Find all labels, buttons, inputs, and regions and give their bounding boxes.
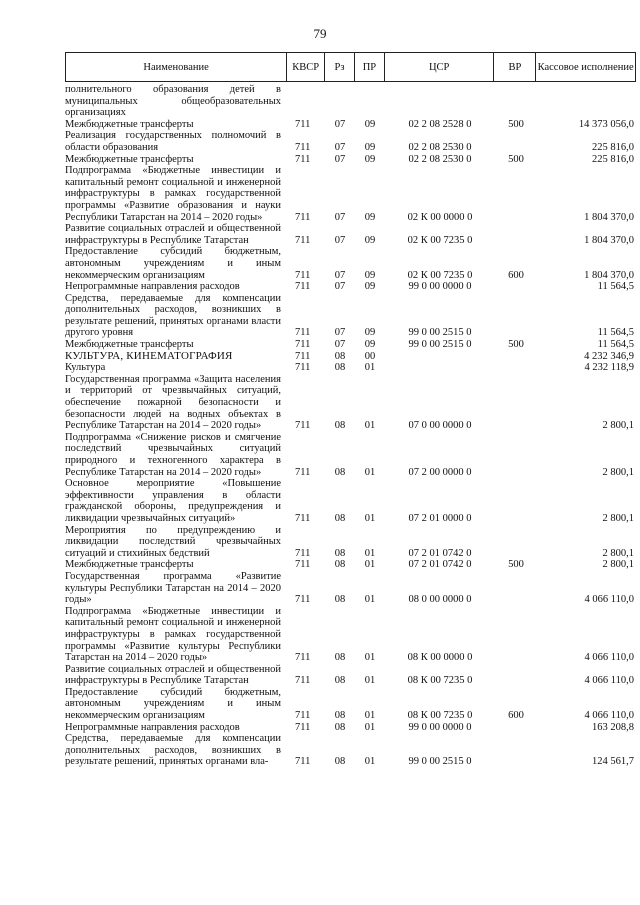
table-row [65, 281, 636, 293]
cell-pr: 09 [364, 339, 376, 351]
cell-pr: 09 [364, 141, 376, 153]
cell-kvsr: 711 [295, 721, 311, 733]
cell-rz: 07 [334, 141, 346, 153]
cell-kvsr: 711 [295, 652, 311, 664]
table-row [65, 165, 636, 223]
cell-kvsr: 711 [295, 756, 311, 768]
cell-pr: 00 [364, 350, 376, 362]
cell-csr: 02 2 08 2530 0 [408, 141, 472, 153]
cell-pr: 01 [364, 466, 376, 478]
cell-rz: 08 [334, 420, 346, 432]
cell-pr: 01 [364, 420, 376, 432]
cell-pr: 09 [364, 234, 376, 246]
cell-kvsr: 711 [295, 594, 311, 606]
cell-sum: 4 232 118,9 [584, 362, 634, 374]
cell-pr: 09 [364, 118, 376, 130]
cell-rz: 07 [334, 234, 346, 246]
cell-kvsr: 711 [295, 547, 311, 559]
cell-name: Межбюджетные трансферты [65, 559, 194, 571]
cell-kvsr: 711 [295, 234, 311, 246]
header-sum: Кассовое исполнение [537, 61, 634, 73]
cell-sum: 4 066 110,0 [584, 675, 634, 687]
cell-csr: 07 2 01 0742 0 [408, 559, 472, 571]
cell-sum: 2 800,1 [602, 466, 634, 478]
cell-kvsr: 711 [295, 710, 311, 722]
cell-pr: 09 [364, 281, 376, 293]
header-rz: Рз [325, 53, 355, 81]
cell-csr: 07 2 01 0000 0 [408, 512, 472, 524]
cell-pr: 01 [364, 362, 376, 374]
cell-csr: 02 К 00 7235 0 [407, 269, 473, 281]
cell-sum: 2 800,1 [602, 420, 634, 432]
cell-rz: 08 [334, 350, 346, 362]
cell-pr: 09 [364, 269, 376, 281]
cell-name: Средства, передаваемые для компенсации дополнительных расходов, возникших в результате решений, принятых органами вла- [65, 733, 281, 768]
cell-name: Основное мероприятие «Повышение эффективности управления в области гражданской обороны, предупреждения и ликвидации чрезвычайных ситуаций» [65, 478, 281, 524]
cell-name: Межбюджетные трансферты [65, 118, 194, 130]
cell-kvsr: 711 [295, 339, 311, 351]
cell-pr: 01 [364, 756, 376, 768]
cell-kvsr: 711 [295, 362, 311, 374]
cell-rz: 07 [334, 211, 346, 223]
cell-csr: 08 К 00 0000 0 [407, 652, 473, 664]
cell-csr: 07 2 01 0742 0 [408, 547, 472, 559]
cell-csr: 08 К 00 7235 0 [407, 710, 473, 722]
cell-kvsr: 711 [295, 420, 311, 432]
cell-csr: 99 0 00 2515 0 [408, 327, 472, 339]
page-number: 79 [313, 26, 327, 41]
cell-pr: 01 [364, 559, 376, 571]
table-row [65, 571, 636, 606]
cell-sum: 11 564,5 [597, 339, 634, 351]
cell-pr: 01 [364, 512, 376, 524]
cell-csr: 02 К 00 0000 0 [407, 211, 473, 223]
cell-name: Межбюджетные трансферты [65, 339, 194, 351]
cell-name: Культура [65, 362, 106, 374]
cell-kvsr: 711 [295, 118, 311, 130]
table-row [65, 606, 636, 664]
cell-sum: 2 800,1 [602, 559, 634, 571]
cell-sum: 2 800,1 [602, 547, 634, 559]
cell-name: Предоставление субсидий бюджетным, автономным учреждениям и иным некоммерческим организациям [65, 246, 281, 281]
cell-rz: 07 [334, 269, 346, 281]
cell-rz: 07 [334, 153, 346, 165]
table-row [65, 525, 636, 560]
cell-pr: 01 [364, 652, 376, 664]
cell-name: Средства, передаваемые для компенсации дополнительных расходов, возникших в результате решений, принятых органами власти другого уровня [65, 292, 281, 339]
cell-rz: 08 [334, 512, 346, 524]
table-row [65, 559, 636, 571]
cell-rz: 08 [334, 466, 346, 478]
cell-kvsr: 711 [295, 512, 311, 524]
cell-csr: 99 0 00 2515 0 [408, 756, 472, 768]
cell-rz: 08 [334, 547, 346, 559]
table-row [65, 432, 636, 478]
cell-sum: 1 804 370,0 [584, 211, 634, 223]
header-name: Наименование [66, 53, 287, 81]
cell-vr: 600 [508, 710, 524, 722]
table-row [65, 223, 636, 246]
cell-vr: 500 [508, 339, 524, 351]
cell-sum: 4 066 110,0 [584, 594, 634, 606]
cell-csr: 02 2 08 2530 0 [408, 153, 472, 165]
cell-rz: 08 [334, 756, 346, 768]
cell-rz: 07 [334, 327, 346, 339]
cell-rz: 08 [334, 594, 346, 606]
cell-name: Предоставление субсидий бюджетным, автономным учреждениям и иным некоммерческим организациям [65, 686, 281, 722]
cell-vr: 500 [508, 153, 524, 165]
cell-name: Непрограммные направления расходов [65, 721, 240, 733]
cell-pr: 01 [364, 594, 376, 606]
cell-csr: 07 2 00 0000 0 [408, 466, 472, 478]
cell-vr: 500 [508, 118, 524, 130]
cell-pr: 09 [364, 153, 376, 165]
cell-sum: 163 208,8 [592, 721, 634, 733]
cell-rz: 08 [334, 362, 346, 374]
header-csr: ЦСР [385, 53, 495, 81]
cell-sum: 225 816,0 [592, 153, 634, 165]
cell-vr: 500 [508, 559, 524, 571]
table-body [65, 84, 636, 768]
cell-kvsr: 711 [295, 281, 311, 293]
cell-pr: 09 [364, 211, 376, 223]
cell-kvsr: 711 [295, 559, 311, 571]
cell-csr: 08 0 00 0000 0 [408, 594, 472, 606]
header-pr: ПР [355, 53, 385, 81]
cell-sum: 124 561,7 [592, 756, 634, 768]
table-row [65, 293, 636, 339]
cell-kvsr: 711 [295, 466, 311, 478]
cell-rz: 08 [334, 710, 346, 722]
cell-kvsr: 711 [295, 675, 311, 687]
cell-sum: 4 066 110,0 [584, 710, 634, 722]
cell-csr: 99 0 00 0000 0 [408, 721, 472, 733]
cell-name: КУЛЬТУРА, КИНЕМАТОГРАФИЯ [65, 349, 233, 362]
cell-name: Мероприятия по предупреждению и ликвидации последствий чрезвычайных ситуаций и стихийных бедствий [65, 524, 281, 559]
table-row [65, 119, 636, 131]
table-row [65, 246, 636, 281]
cell-name: Подпрограмма «Снижение рисков и смягчение последствий чрезвычайных ситуаций природного и техногенного характера в Республике Татарстан на 2014 – 2020 годы» [65, 431, 281, 478]
cell-name: Подпрограмма «Бюджетные инвестиции и капитальный ремонт социальной и инженерной инфраструктуры в рамках государственной программы «Развитие культуры Республики Татарстан на 2014 – 2020 годы» [65, 605, 281, 664]
cell-kvsr: 711 [295, 153, 311, 165]
cell-pr: 09 [364, 327, 376, 339]
cell-name: Межбюджетные трансферты [65, 153, 194, 165]
cell-sum: 1 804 370,0 [584, 234, 634, 246]
table-row [65, 733, 636, 768]
header-vr: ВР [494, 53, 536, 81]
table-row [65, 478, 636, 524]
cell-kvsr: 711 [295, 269, 311, 281]
table-row [65, 664, 636, 687]
cell-kvsr: 711 [295, 327, 311, 339]
cell-sum: 4 232 346,9 [584, 350, 634, 362]
table-row [65, 722, 636, 734]
header-kvsr: КВСР [287, 53, 325, 81]
cell-rz: 07 [334, 339, 346, 351]
cell-name: Развитие социальных отраслей и общественной инфраструктуры в Республике Татарстан [65, 223, 281, 246]
cell-kvsr: 711 [295, 350, 311, 362]
cell-csr: 02 2 08 2528 0 [408, 118, 472, 130]
cell-kvsr: 711 [295, 141, 311, 153]
cell-name: Развитие социальных отраслей и общественной инфраструктуры в Республике Татарстан [65, 663, 281, 687]
cell-csr: 99 0 00 0000 0 [408, 281, 472, 293]
cell-name: Государственная программа «Защита населения и территорий от чрезвычайных ситуаций, обеспечение пожарной безопасности и безопасности людей на водных объектах в Республике Татарстан на 2014 – 2020 годы» [65, 373, 281, 432]
cell-csr: 02 К 00 7235 0 [407, 234, 473, 246]
cell-name: Реализация государственных полномочий в области образования [65, 130, 281, 153]
cell-name: Государственная программа «Развитие культуры Республики Татарстан на 2014 – 2020 годы» [65, 570, 281, 606]
cell-pr: 01 [364, 675, 376, 687]
cell-sum: 14 373 056,0 [578, 118, 634, 130]
cell-pr: 01 [364, 547, 376, 559]
cell-pr: 01 [364, 721, 376, 733]
table-row [65, 339, 636, 351]
cell-sum: 4 066 110,0 [584, 652, 634, 664]
cell-rz: 08 [334, 652, 346, 664]
cell-rz: 08 [334, 675, 346, 687]
cell-rz: 08 [334, 559, 346, 571]
cell-rz: 07 [334, 118, 346, 130]
table-row [65, 154, 636, 166]
cell-sum: 225 816,0 [592, 141, 634, 153]
table-row [65, 362, 636, 374]
cell-name: Непрограммные направления расходов [65, 281, 240, 293]
cell-name: полнительного образования детей в муниципальных общеобразовательных организациях [65, 84, 281, 119]
cell-rz: 08 [334, 721, 346, 733]
cell-sum: 11 564,5 [597, 327, 634, 339]
cell-kvsr: 711 [295, 211, 311, 223]
table-row [65, 351, 636, 363]
cell-sum: 11 564,5 [597, 281, 634, 293]
table-row [65, 84, 636, 119]
cell-name: Подпрограмма «Бюджетные инвестиции и капитальный ремонт социальной и инженерной инфраструктуры в рамках государственной программы «Развитие образования и науки Республики Татарстан на 2014 – 2020 годы» [65, 165, 281, 223]
cell-pr: 01 [364, 710, 376, 722]
cell-sum: 2 800,1 [602, 512, 634, 524]
table-row [65, 687, 636, 722]
cell-vr: 600 [508, 269, 524, 281]
table-header [65, 52, 636, 82]
table-row [65, 130, 636, 153]
cell-csr: 99 0 00 2515 0 [408, 339, 472, 351]
cell-csr: 07 0 00 0000 0 [408, 420, 472, 432]
cell-sum: 1 804 370,0 [584, 269, 634, 281]
cell-csr: 08 К 00 7235 0 [407, 675, 473, 687]
table-row [65, 374, 636, 432]
cell-rz: 07 [334, 281, 346, 293]
